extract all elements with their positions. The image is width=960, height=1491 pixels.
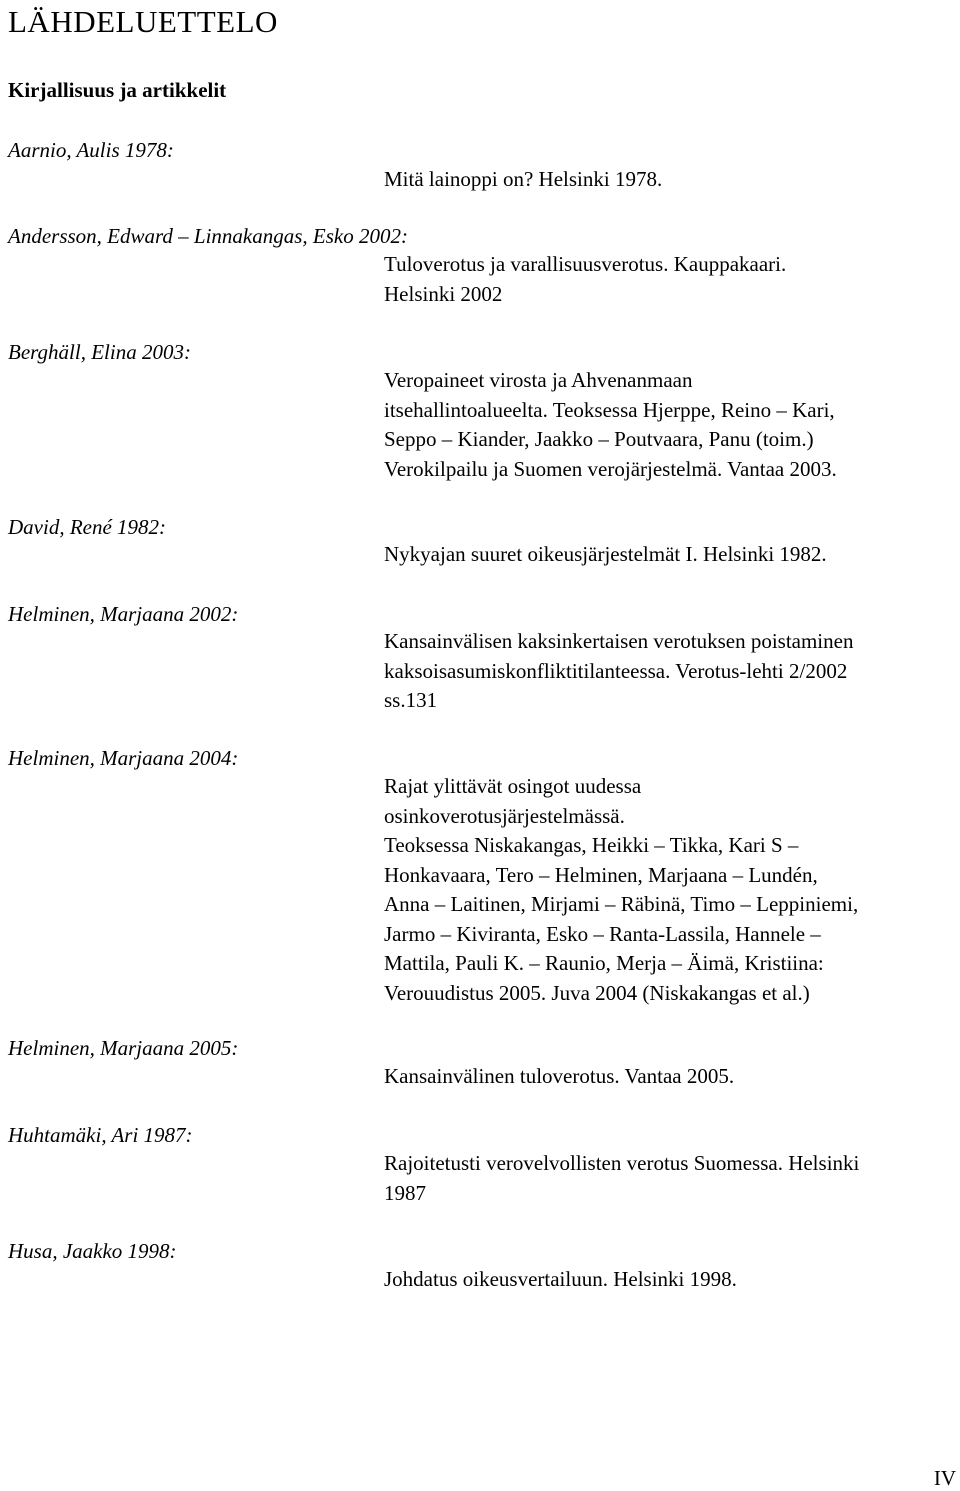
reference-line: Teoksessa Niskakangas, Heikki – Tikka, Kari S – <box>384 833 799 857</box>
entry-reference <box>384 627 853 716</box>
entry-reference <box>384 1265 737 1295</box>
entry-author: David, René 1982: <box>8 515 167 539</box>
entry-reference <box>384 1149 859 1208</box>
entry-reference <box>384 772 858 1008</box>
entry-reference <box>384 366 837 484</box>
reference-line: Anna – Laitinen, Mirjami – Räbinä, Timo – Leppiniemi, <box>384 892 859 916</box>
reference-line: Verokilpailu ja Suomen verojärjestelmä. Vantaa 2003. <box>384 456 837 481</box>
entry-author: Huhtamäki, Ari 1987: <box>8 1123 193 1147</box>
reference-line: Helsinki 2002 <box>384 281 503 306</box>
entry-reference <box>384 250 786 309</box>
entry-author: Helminen, Marjaana 2004: <box>8 746 239 770</box>
reference-line: Mattila, Pauli K. – Raunio, Merja – Äimä, Kristiina: <box>384 951 824 975</box>
reference-line: Rajoitetusti verovelvollisten verotus Suomessa. Helsinki <box>384 1151 860 1175</box>
entry-author: Aarnio, Aulis 1978: <box>8 138 174 162</box>
entry-reference <box>384 165 662 195</box>
reference-line: Kansainvälinen tuloverotus. Vantaa 2005. <box>384 1064 735 1088</box>
page-number: IV <box>933 1466 956 1490</box>
section-heading: Kirjallisuus ja artikkelit <box>8 78 227 102</box>
entry-author: Andersson, Edward – Linnakangas, Esko 2002: <box>8 224 408 248</box>
reference-line: Johdatus oikeusvertailuun. Helsinki 1998. <box>384 1267 737 1291</box>
reference-line: Jarmo – Kiviranta, Esko – Ranta-Lassila, Hannele – <box>384 921 821 946</box>
reference-line: itsehallintoalueelta. Teoksessa Hjerppe, Reino – Kari, <box>384 397 835 422</box>
reference-line: ss.131 <box>384 688 438 712</box>
reference-line: Veropaineet virosta ja Ahvenanmaan <box>384 368 693 392</box>
reference-line: Mitä lainoppi on? Helsinki 1978. <box>384 167 663 191</box>
entry-reference <box>384 540 827 570</box>
reference-line: 1987 <box>384 1180 426 1205</box>
entry-author: Berghäll, Elina 2003: <box>8 340 191 364</box>
entry-author: Helminen, Marjaana 2002: <box>8 602 239 626</box>
entry-author: Helminen, Marjaana 2005: <box>8 1036 239 1060</box>
reference-line: Rajat ylittävät osingot uudessa <box>384 774 642 798</box>
reference-line: Kansainvälisen kaksinkertaisen verotuksen poistaminen <box>384 629 854 653</box>
reference-line: osinkoverotusjärjestelmässä. <box>384 803 625 828</box>
page-title: LÄHDELUETTELO <box>8 4 278 39</box>
reference-line: Tuloverotus ja varallisuusverotus. Kauppakaari. <box>384 252 787 276</box>
reference-line: Honkavaara, Tero – Helminen, Marjaana – Lundén, <box>384 862 818 887</box>
reference-line: kaksoisasumiskonfliktitilanteessa. Verotus-lehti 2/2002 <box>384 658 848 683</box>
reference-line: Nykyajan suuret oikeusjärjestelmät I. Helsinki 1982. <box>384 542 827 566</box>
entry-author: Husa, Jaakko 1998: <box>8 1239 177 1263</box>
reference-line: Seppo – Kiander, Jaakko – Poutvaara, Panu (toim.) <box>384 427 814 451</box>
entry-reference <box>384 1062 734 1092</box>
reference-line: Verouudistus 2005. Juva 2004 (Niskakangas et al.) <box>384 980 810 1005</box>
